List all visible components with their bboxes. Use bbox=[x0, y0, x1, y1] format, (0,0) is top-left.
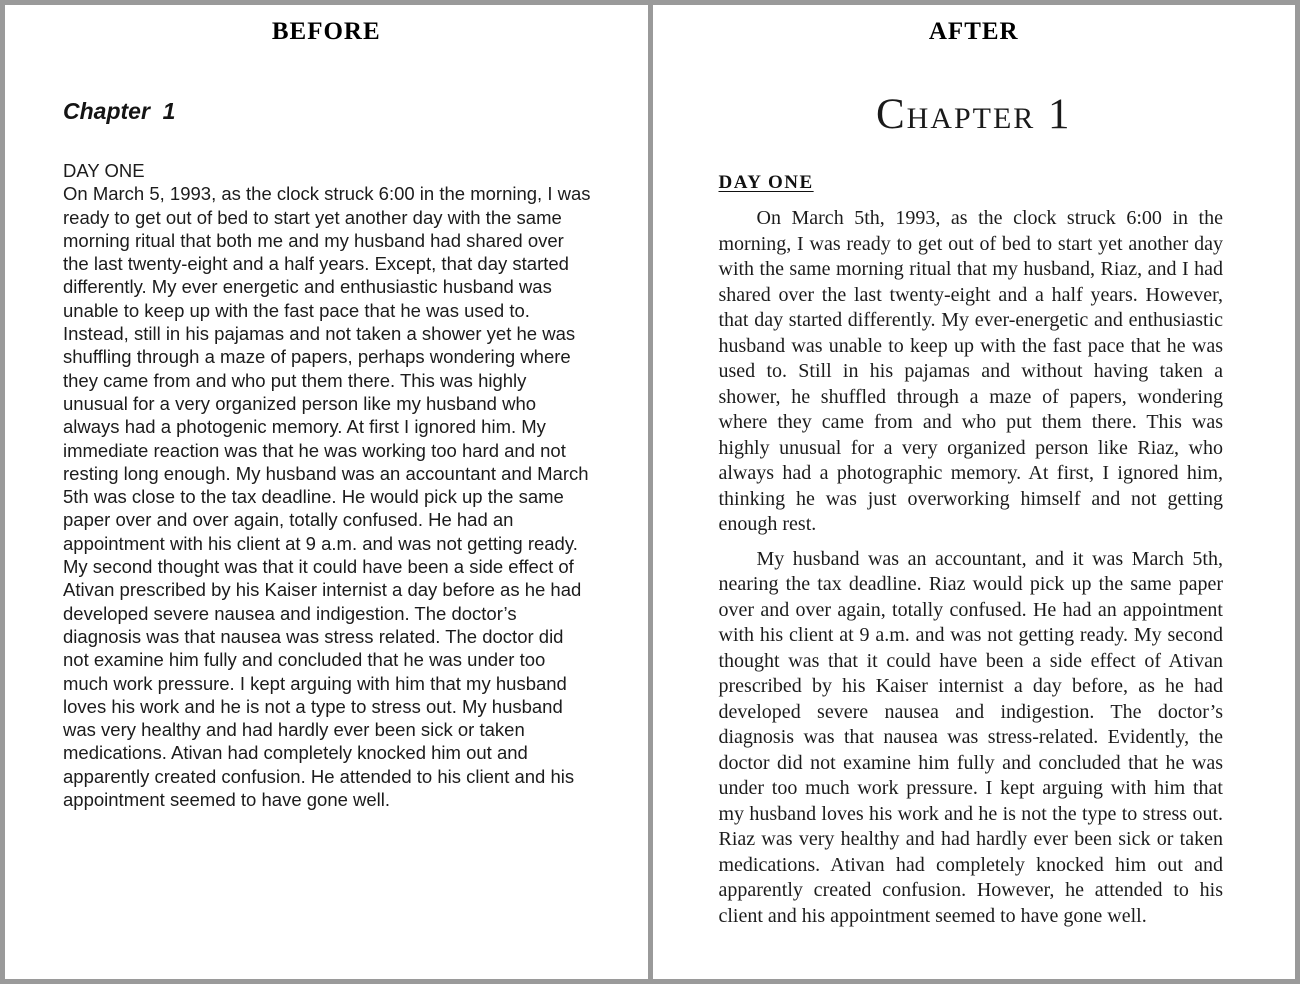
before-panel bbox=[5, 5, 648, 979]
after-panel bbox=[653, 5, 1296, 979]
after-body-paragraph-1: On March 5th, 1993, as the clock struck 6:00 in the morning, I was ready to get out of bed to start yet another day with the same morning ritual that my husband, Riaz, and I had shared over the last twenty-eight and a half years. However, that day started differently. My ever-energetic and enthusiastic husband was unable to keep up with the fast pace that he was used to. Still in his pajamas and without having taken a shower, he shuffled through a maze of papers, wondering where they came from and who put them there. This was highly unusual for a very organized person like Riaz, who always had a photographic memory. At first, I ignored him, thinking he was just overworking himself and not getting enough rest. bbox=[718, 207, 1223, 535]
after-panel-header: AFTER bbox=[928, 18, 1019, 45]
before-chapter-title: Chapter 1 bbox=[63, 98, 176, 124]
before-body-paragraph: On March 5, 1993, as the clock struck 6:00 in the morning, I was ready to get out of bed to start yet another day with the same morning ritual that both me and my husband had shared over the last twenty-eight and a half years. Except, that day started differently. My ever energetic and enthusiastic husband was unable to keep up with the fast pace that he was used to. Instead, still in his pajamas and not taken a shower yet he was shuffling through a maze of papers, perhaps wondering where they came from and who put them there. This was highly unusual for a very organized person like my husband who always had a photogenic memory. At first I ignored him. My immediate reaction was that he was working too hard and not resting long enough. My husband was an accountant and March 5th was close to the tax deadline. He would pick up the same paper over and over again, totally confused. He had an appointment with his client at 9 a.m. and was not getting ready. My second thought was that it could have been a side effect of Ativan prescribed by his Kaiser internist a day before as he had developed severe nausea and indigestion. The doctor’s diagnosis was that nausea was stress related. The doctor did not examine him fully and concluded that he was under too much work pressure. I kept arguing with him that my husband loves his work and he is not a type to stress out. My husband was very healthy and had hardly ever been sick or taken medications. Ativan had completely knocked him out and apparently created confusion. He attended to his client and his appointment seemed to have gone well. bbox=[63, 183, 591, 811]
after-section-heading: DAY ONE bbox=[718, 172, 814, 193]
after-body-paragraph-2: My husband was an accountant, and it was March 5th, nearing the tax deadline. Riaz would pick up the same paper over and over again, totally confused. He had an appointment with his client at 9 a.m. and was not getting ready. My second thought was that it could have been a side effect of Ativan prescribed by his Kaiser internist a day before, as he had developed severe nausea and indigestion. The doctor’s diagnosis was that nausea was stress-related. Evidently, the doctor did not examine him fully and concluded that he was under too much work pressure. I kept arguing with him that my husband loves his work and he is not the type to stress out. Riaz was very healthy and had hardly ever been sick or taken medications. Ativan had completely knocked him out and apparently created confusion. However, he attended to his client and his appointment seemed to have gone well. bbox=[718, 547, 1223, 927]
before-section-heading: DAY ONE bbox=[63, 160, 145, 181]
after-chapter-title: Chapter 1 bbox=[875, 91, 1072, 138]
before-panel-header: BEFORE bbox=[271, 18, 381, 45]
